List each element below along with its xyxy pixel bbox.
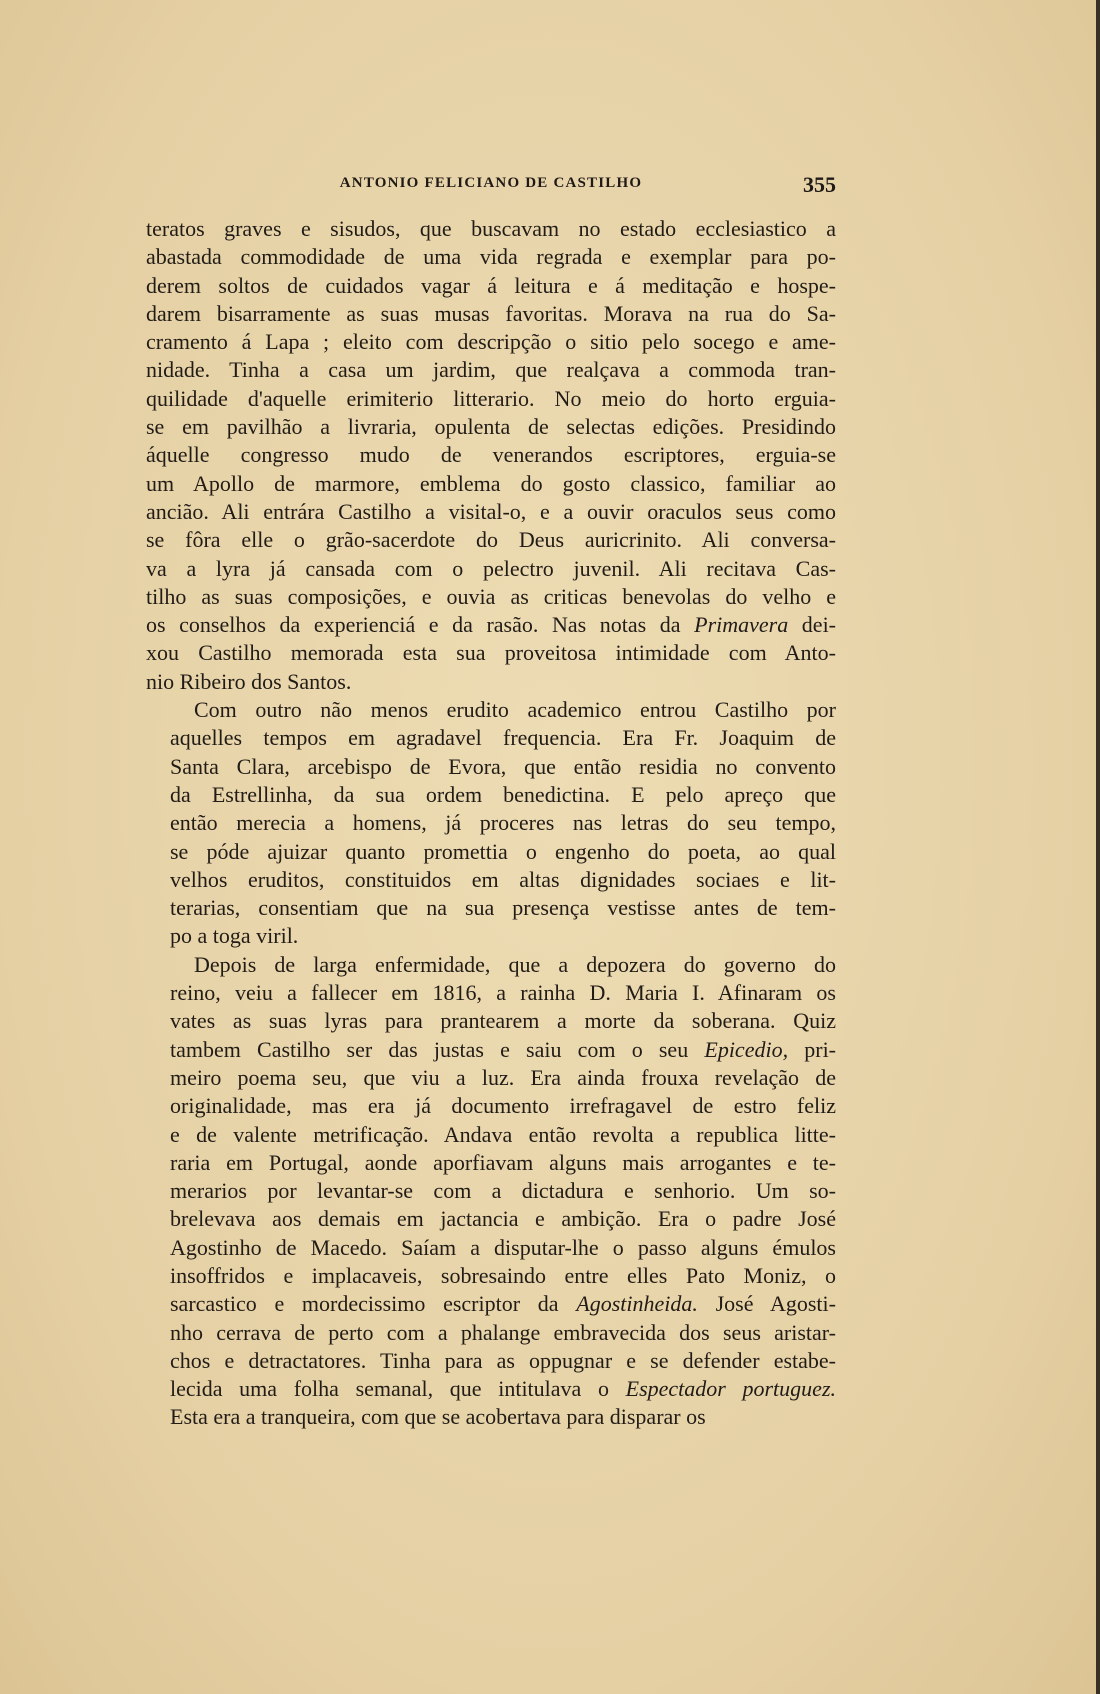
text-line: se fôra elle o grão-sacerdote do Deus auricrinito. Ali conversa- — [146, 527, 836, 553]
text-line: va a lyra já cansada com o pelectro juvenil. Ali recitava Cas- — [146, 555, 836, 581]
text-line: cramento á Lapa ; eleito com descripção o sitio pelo socego e ame- — [146, 329, 836, 355]
text-line: raria em Portugal, aonde aporfiavam alguns mais arrogantes e te- — [170, 1149, 836, 1175]
text-line: darem bisarramente as suas musas favoritas. Morava na rua do Sa- — [146, 300, 836, 326]
text-line: terarias, consentiam que na sua presença vestisse antes de tem- — [170, 895, 836, 921]
text-line: velhos eruditos, constituidos em altas dignidades sociaes e lit- — [170, 866, 836, 892]
running-head — [146, 172, 836, 199]
body-text — [146, 215, 836, 1432]
text-segment: lecida uma folha semanal, que intitulava o — [170, 1376, 626, 1402]
text-line: da Estrellinha, da sua ordem benedictina. E pelo apreço que — [170, 781, 836, 807]
text-line: chos e detractatores. Tinha para as oppugnar e se defender estabe- — [170, 1347, 836, 1373]
text-line: nidade. Tinha a casa um jardim, que realçava a commoda tran- — [146, 357, 836, 383]
text-line: reino, veiu a fallecer em 1816, a rainha D. Maria I. Afinaram os — [170, 980, 836, 1006]
text-line: nio Ribeiro dos Santos. — [146, 668, 352, 694]
text-line: Agostinho de Macedo. Saíam a disputar-lhe o passo alguns émulos — [170, 1234, 836, 1260]
text-line: se póde ajuizar quanto promettia o engenho do poeta, ao qual — [170, 838, 836, 864]
text-line: vates as suas lyras para prantearem a morte da soberana. Quiz — [170, 1008, 836, 1034]
text-line: ancião. Ali entrára Castilho a visital-o, e a ouvir oraculos seus como — [146, 498, 836, 524]
text-line: abastada commodidade de uma vida regrada e exemplar para po- — [146, 244, 836, 270]
paragraph-2 — [146, 696, 836, 951]
text-line: brelevava aos demais em jactancia e ambição. Era o padre José — [170, 1206, 836, 1232]
text-line: aquelles tempos em agradavel frequencia. Era Fr. Joaquim de — [170, 725, 836, 751]
text-segment: os conselhos da experienciá e da rasão. Nas notas da — [146, 612, 695, 638]
text-segment: dei- — [788, 612, 837, 638]
text-line — [146, 1290, 836, 1318]
text-line: um Apollo de marmore, emblema do gosto classico, familiar ao — [146, 470, 836, 496]
paragraph-3 — [146, 951, 836, 1432]
text-line: meiro poema seu, que viu a luz. Era ainda frouxa revelação de — [170, 1064, 836, 1090]
italic-title-espectador: Espectador portuguez. — [625, 1376, 836, 1402]
text-line: quilidade d'aquelle erimiterio litterario. No meio do horto erguia- — [146, 385, 836, 411]
italic-title-agostinheida: Agostinheida. — [576, 1291, 698, 1317]
text-line — [146, 1036, 836, 1064]
text-segment: sarcastico e mordecissimo escriptor da — [170, 1291, 577, 1317]
page-number: 355 — [803, 172, 836, 197]
text-line: xou Castilho memorada esta sua proveitosa intimidade com Anto- — [146, 640, 836, 666]
page-edge — [1096, 0, 1100, 1694]
italic-title-epicedio: Epicedio, — [704, 1036, 789, 1062]
text-line: tilho as suas composições, e ouvia as criticas benevolas do velho e — [146, 583, 836, 609]
text-line: áquelle congresso mudo de venerandos escriptores, erguia-se — [146, 442, 836, 468]
text-line — [146, 1375, 836, 1403]
text-line: e de valente metrificação. Andava então revolta a republica litte- — [170, 1121, 836, 1147]
text-line: Depois de larga enfermidade, que a depozera do governo do — [194, 951, 836, 977]
text-line: Santa Clara, arcebispo de Evora, que então residia no convento — [170, 753, 836, 779]
text-line: derem soltos de cuidados vagar á leitura e á meditação e hospe- — [146, 272, 836, 298]
text-line: então merecia a homens, já proceres nas letras do seu tempo, — [170, 810, 836, 836]
text-line: merarios por levantar-se com a dictadura e senhorio. Um so- — [170, 1178, 836, 1204]
paragraph-1 — [146, 215, 836, 696]
text-line: insoffridos e implacaveis, sobresaindo entre elles Pato Moniz, o — [170, 1262, 836, 1288]
text-line: se em pavilhão a livraria, opulenta de selectas edições. Presidindo — [146, 414, 836, 440]
text-line: originalidade, mas era já documento irrefragavel de estro feliz — [170, 1093, 836, 1119]
italic-title-primavera: Primavera — [694, 612, 789, 638]
text-line: Com outro não menos erudito academico entrou Castilho por — [194, 697, 836, 723]
text-segment: pri- — [788, 1036, 837, 1062]
text-line: Esta era a tranqueira, com que se acobertava para disparar os — [170, 1404, 706, 1430]
text-segment: José Agosti- — [697, 1291, 836, 1317]
text-line: nho cerrava de perto com a phalange embravecida dos seus aristar- — [170, 1319, 836, 1345]
text-line: po a toga viril. — [170, 923, 299, 949]
text-segment: tambem Castilho ser das justas e saiu com o seu — [170, 1036, 705, 1062]
running-head-title: ANTONIO FELICIANO DE CASTILHO — [339, 175, 643, 191]
text-line — [146, 611, 836, 639]
text-line: teratos graves e sisudos, que buscavam no estado ecclesiastico a — [146, 216, 836, 241]
